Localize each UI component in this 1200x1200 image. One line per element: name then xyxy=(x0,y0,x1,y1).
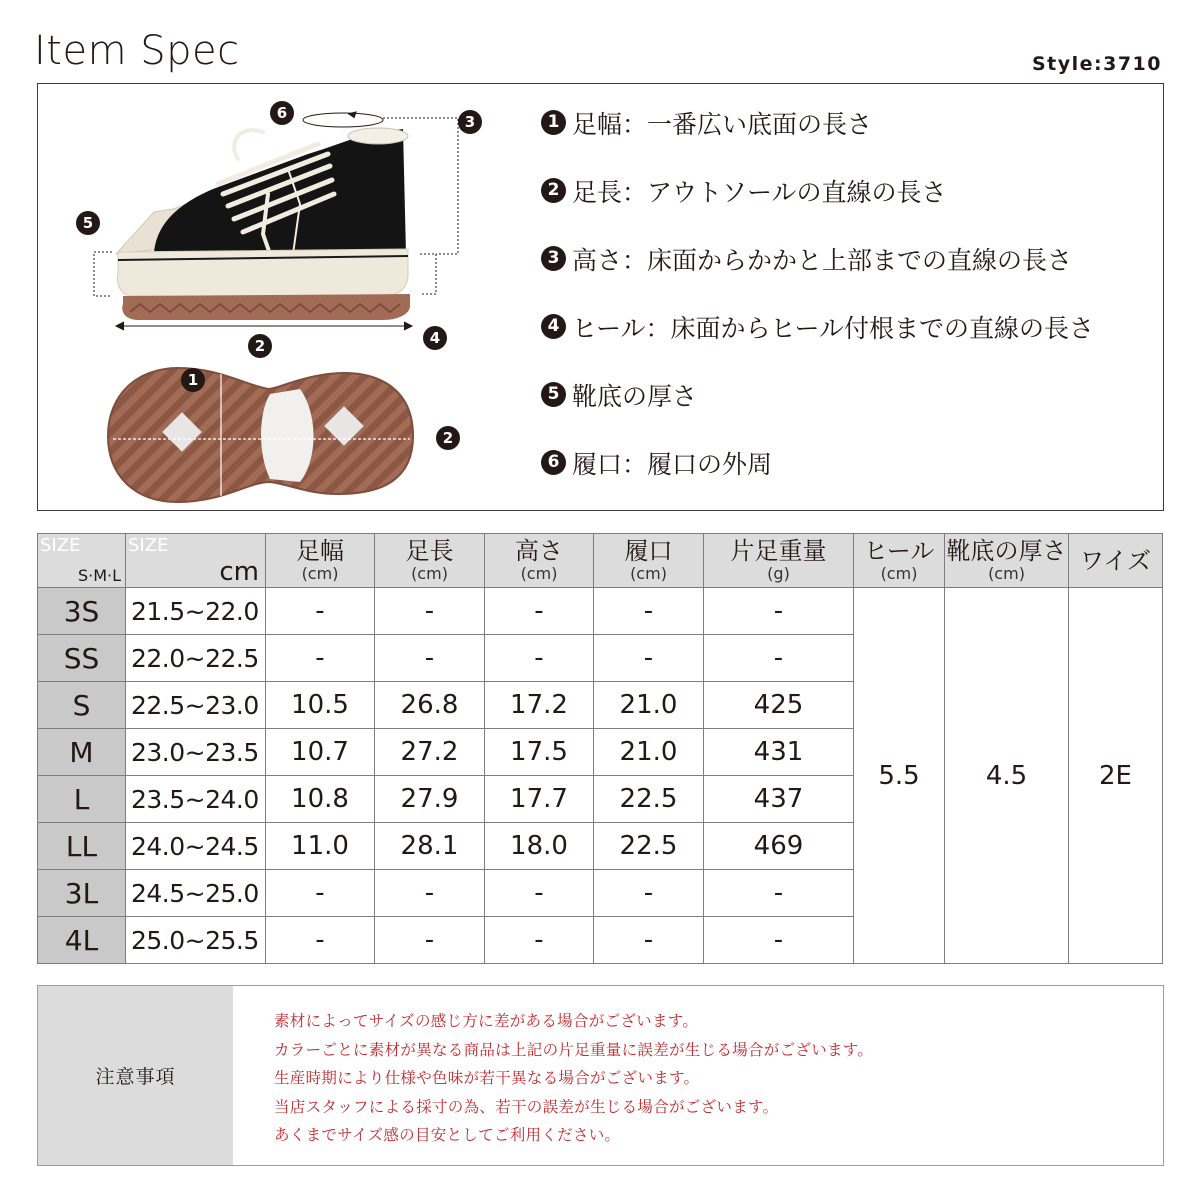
legend-text: 足幅：一番広い底面の長さ xyxy=(572,110,873,139)
cell: 17.5 xyxy=(485,729,594,776)
header-sole-thickness: 靴底の厚さ (cm) xyxy=(945,534,1069,588)
sole-thickness-value: 4.5 xyxy=(945,588,1069,964)
cell: 17.2 xyxy=(485,682,594,729)
cell: - xyxy=(485,635,594,682)
shoe-side-view xyxy=(116,128,410,320)
cell: 27.2 xyxy=(375,729,485,776)
heel-value: 5.5 xyxy=(854,588,945,964)
svg-text:5: 5 xyxy=(82,214,94,232)
header-width-grade: ワイズ xyxy=(1069,534,1163,588)
svg-text:3: 3 xyxy=(464,113,476,131)
cell: 18.0 xyxy=(485,823,594,870)
cell: - xyxy=(485,588,594,635)
size-cm-range: 25.0~25.5 xyxy=(126,917,266,964)
cell: 10.7 xyxy=(266,729,375,776)
header-opening: 履口 (cm) xyxy=(594,534,704,588)
cell: - xyxy=(594,588,704,635)
size-cm-range: 23.0~23.5 xyxy=(126,729,266,776)
cell: - xyxy=(594,870,704,917)
size-cm-range: 23.5~24.0 xyxy=(126,776,266,823)
cell: - xyxy=(594,917,704,964)
note-item: 当店スタッフによる採寸の為、若干の誤差が生じる場合がございます。 xyxy=(274,1097,779,1116)
size-cm-range: 22.0~22.5 xyxy=(126,635,266,682)
marker-6 xyxy=(270,101,294,125)
shoe-diagram xyxy=(38,84,508,510)
number-badge: 2 xyxy=(541,178,566,203)
size-code: 3S xyxy=(38,588,126,635)
legend-item xyxy=(540,309,1160,377)
cell: 27.9 xyxy=(375,776,485,823)
number-badge: 1 xyxy=(541,110,566,135)
legend-item xyxy=(540,377,1160,445)
legend-text: ヒール：床面からヒール付根までの直線の長さ xyxy=(572,314,1095,343)
size-cm-range: 24.5~25.0 xyxy=(126,870,266,917)
note-item: あくまでサイズ感の目安としてご利用ください。 xyxy=(274,1126,621,1144)
svg-text:4: 4 xyxy=(429,329,441,347)
legend-item xyxy=(540,105,1160,173)
svg-text:2: 2 xyxy=(254,337,266,355)
cell: 10.5 xyxy=(266,682,375,729)
header-foot-width: 足幅 (cm) xyxy=(266,534,375,588)
note-item: 素材によってサイズの感じ方に差がある場合がございます。 xyxy=(274,1012,699,1030)
marker-2b xyxy=(436,426,460,450)
cell: 17.7 xyxy=(485,776,594,823)
legend-item xyxy=(540,173,1160,241)
cell: 11.0 xyxy=(266,823,375,870)
cell: 431 xyxy=(704,729,854,776)
cell: - xyxy=(375,588,485,635)
cell: - xyxy=(704,870,854,917)
size-code: S xyxy=(38,682,126,729)
number-badge: 6 xyxy=(541,450,566,475)
cell: 22.5 xyxy=(594,776,704,823)
table-row xyxy=(38,588,1163,635)
legend-text: 足長：アウトソールの直線の長さ xyxy=(572,178,947,207)
size-chart-table xyxy=(37,533,1163,964)
cell: - xyxy=(485,917,594,964)
cell: 10.8 xyxy=(266,776,375,823)
notes-list xyxy=(274,1010,873,1153)
number-badge: 5 xyxy=(541,382,566,407)
marker-4 xyxy=(423,326,447,350)
size-code: 4L xyxy=(38,917,126,964)
cell: - xyxy=(375,635,485,682)
notes-label: 注意事項 xyxy=(38,986,233,1165)
cell: 437 xyxy=(704,776,854,823)
size-code: SS xyxy=(38,635,126,682)
size-code: LL xyxy=(38,823,126,870)
cell: 21.0 xyxy=(594,729,704,776)
cell: - xyxy=(266,870,375,917)
header-height: 高さ (cm) xyxy=(485,534,594,588)
cell: 26.8 xyxy=(375,682,485,729)
cell: 21.0 xyxy=(594,682,704,729)
svg-text:6: 6 xyxy=(276,104,288,122)
header-heel: ヒール (cm) xyxy=(854,534,945,588)
size-cm-range: 24.0~24.5 xyxy=(126,823,266,870)
measurement-legend xyxy=(540,105,1160,513)
marker-5 xyxy=(76,211,100,235)
header-size-sml: SIZE S·M·L xyxy=(38,534,126,588)
marker-1 xyxy=(181,368,205,392)
shoe-sole-view xyxy=(108,368,413,502)
cell: - xyxy=(704,635,854,682)
cell: - xyxy=(266,588,375,635)
cell: 28.1 xyxy=(375,823,485,870)
cell: - xyxy=(375,870,485,917)
size-code: M xyxy=(38,729,126,776)
note-item: カラーごとに素材が異なる商品は上記の片足重量に誤差が生じる場合がございます。 xyxy=(274,1040,874,1059)
size-code: 3L xyxy=(38,870,126,917)
marker-3 xyxy=(458,110,482,134)
style-code: Style:3710 xyxy=(1031,53,1162,75)
svg-text:1: 1 xyxy=(187,371,199,389)
cell: 469 xyxy=(704,823,854,870)
header-weight: 片足重量 (g) xyxy=(704,534,854,588)
width-grade-value: 2E xyxy=(1069,588,1163,964)
number-badge: 3 xyxy=(541,246,566,271)
cell: - xyxy=(485,870,594,917)
cell: - xyxy=(375,917,485,964)
cell: 425 xyxy=(704,682,854,729)
size-code: L xyxy=(38,776,126,823)
cell: - xyxy=(704,588,854,635)
legend-text: 履口：履口の外周 xyxy=(572,450,773,479)
size-cm-range: 21.5~22.0 xyxy=(126,588,266,635)
header-foot-length: 足長 (cm) xyxy=(375,534,485,588)
legend-item xyxy=(540,241,1160,309)
note-item: 生産時期により仕様や色味が若干異なる場合がございます。 xyxy=(274,1069,700,1087)
svg-text:2: 2 xyxy=(442,429,454,447)
legend-item xyxy=(540,445,1160,513)
cell: - xyxy=(266,917,375,964)
size-cm-range: 22.5~23.0 xyxy=(126,682,266,729)
cell: - xyxy=(704,917,854,964)
header-size-cm: SIZE cm xyxy=(126,534,266,588)
number-badge: 4 xyxy=(541,314,566,339)
cell: 22.5 xyxy=(594,823,704,870)
legend-text: 靴底の厚さ xyxy=(572,382,698,411)
legend-text: 高さ：床面からかかと上部までの直線の長さ xyxy=(572,246,1073,275)
marker-2 xyxy=(248,334,272,358)
cell: - xyxy=(266,635,375,682)
page-title: Item Spec xyxy=(34,28,240,74)
table-header-row xyxy=(38,534,1163,588)
cell: - xyxy=(594,635,704,682)
